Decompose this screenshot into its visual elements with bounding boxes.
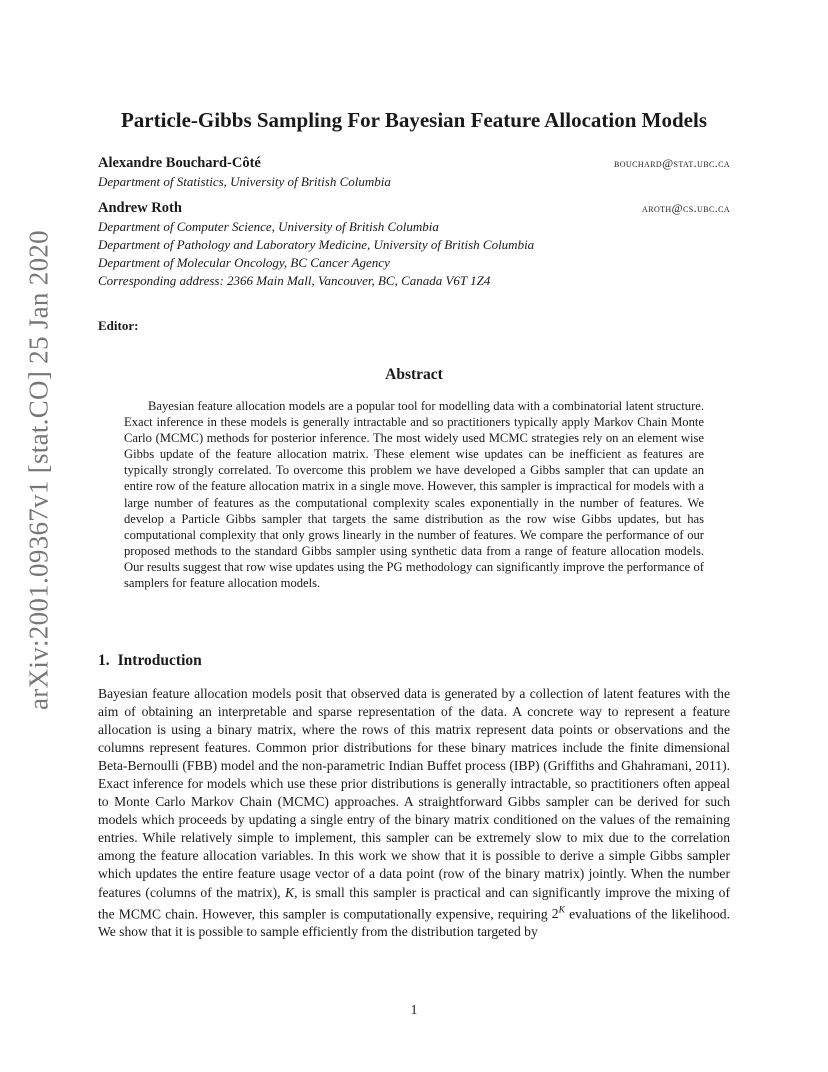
arxiv-stamp	[18, 230, 60, 710]
author-affiliation: Department of Computer Science, University of British Columbia	[98, 219, 439, 234]
intro-text-part-1: Bayesian feature allocation models posit that observed data is generated by a collection of latent features with the aim of obtaining an interpretable and sparse representation of the data. A concrete way to represent a feature allocation is using a binary matrix, where the rows of this matrix represent data points or observations and the columns represent features. Common prior distributions for these binary matrices include the finite dimensional Beta-Bernoulli (FBB) model and the non-parametric Indian Buffet process (IBP) (Griffiths and Ghahramani, 2011). Exact inference for models which use these prior distributions is generally intractable, so practitioners often appeal to Monte Carlo Markov Chain (MCMC) approaches. A straightforward Gibbs sampler can be derived for such models which proceeds by updating a single entry of the binary matrix conditioned on the values of the remaining entries. While relatively simple to implement, this sampler can be extremely slow to mix due to the correlation among the feature allocation variables. In this work we show that it is possible to derive a simple Gibbs sampler which updates the entire feature usage vector of a data point (row of the binary matrix) jointly. When the number features (columns of the matrix),	[98, 686, 730, 900]
math-k: K	[284, 884, 295, 900]
author-name: Alexandre Bouchard-Côté	[98, 155, 261, 171]
abstract-text: Bayesian feature allocation models are a popular tool for modelling data with a combinatorial latent structure. Exact inference in these models is generally intractable and so practitioners typically apply Markov Chain Monte Carlo (MCMC) methods for posterior inference. The most widely used MCMC strategies rely on an element wise Gibbs update of the feature allocation matrix. These element wise updates can be inefficient as features are typically strongly correlated. To overcome this problem we have developed a Gibbs sampler that can update an entire row of the feature allocation matrix in a single move. However, this sampler is impractical for models with a large number of features as the computational complexity scales exponentially in the number of features. We develop a Particle Gibbs sampler that targets the same distribution as the row wise Gibbs updates, but has computational complexity that only grows linearly in the number of features. We compare the performance of our proposed methods to the standard Gibbs sampler using synthetic data from a range of feature allocation models. Our results suggest that row wise updates using the PG methodology can significantly improve the performance of samplers for feature allocation models.	[124, 399, 704, 591]
editor-label: Editor:	[98, 318, 139, 333]
author-affiliation: Department of Molecular Oncology, BC Cancer Agency	[98, 255, 390, 270]
introduction-paragraph	[98, 685, 730, 941]
intro-text-part-2: , is small this sampler is practical and can significantly improve the mixing of the MCMC chain. However, this sampler is computationally expensive, requiring	[98, 884, 730, 922]
author-affiliation: Department of Statistics, University of British Columbia	[98, 174, 391, 189]
paper-title: Particle-Gibbs Sampling For Bayesian Feature Allocation Models	[120, 108, 708, 132]
author-1	[98, 154, 730, 172]
math-power	[552, 906, 565, 921]
author-2	[98, 199, 730, 217]
page-number: 1	[410, 1002, 418, 1017]
author-affiliation: Department of Pathology and Laboratory Medicine, University of British Columbia	[98, 237, 535, 252]
power-base: 2	[551, 906, 559, 922]
section-title: Introduction	[117, 652, 202, 669]
arxiv-stamp-text: arXiv:2001.09367v1 [stat.CO] 25 Jan 2020	[23, 230, 54, 710]
author-email[interactable]: aroth@cs.ubc.ca	[642, 201, 730, 215]
author-email[interactable]: bouchard@stat.ubc.ca	[614, 156, 730, 170]
intro-text-part-3: evaluations of the likelihood. We show that it is possible to sample efficiently from the distribution targeted by	[98, 906, 730, 940]
abstract-heading: Abstract	[385, 366, 443, 383]
author-name: Andrew Roth	[98, 200, 182, 216]
corresponding-address: Corresponding address: 2366 Main Mall, Vancouver, BC, Canada V6T 1Z4	[98, 273, 491, 288]
section-heading	[98, 652, 202, 670]
power-exponent: K	[558, 905, 565, 916]
section-number: 1.	[98, 652, 110, 669]
